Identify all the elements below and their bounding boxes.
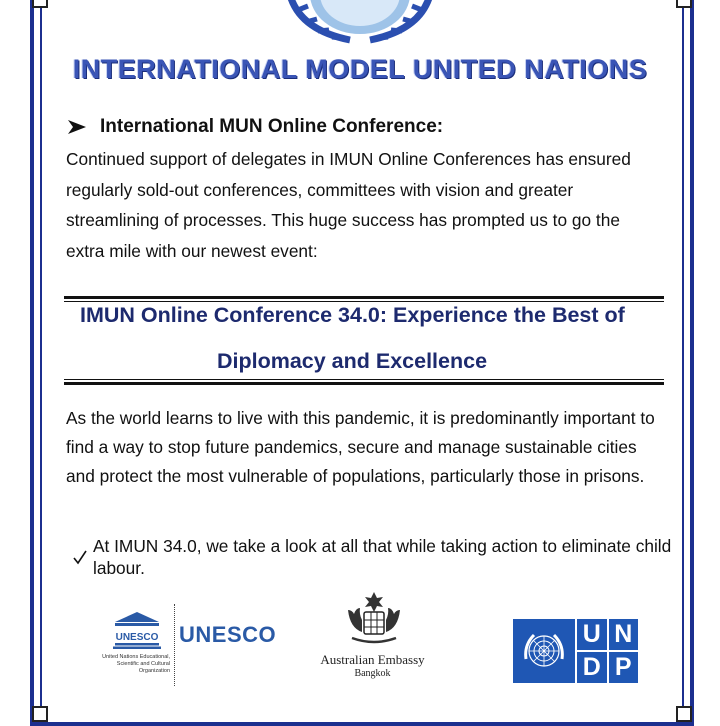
body-paragraph: As the world learns to live with this pandemic, it is predominantly important to find a way to stop future pandemics, secure and manage sustainable cities and protect the most vulnerable of populations, particularly those in prisons. — [66, 408, 655, 486]
section-title-text: International MUN Online Conference: — [100, 116, 444, 137]
checkmark-icon — [72, 535, 93, 579]
conference-headline-line1: IMUN Online Conference 34.0: Experience the Best of — [80, 303, 625, 327]
unesco-temple-text: UNESCO — [115, 632, 159, 643]
page-title: INTERNATIONAL MODEL UNITED NATIONS — [72, 54, 648, 84]
band-rule-bottom — [64, 382, 664, 385]
embassy-name: Australian Embassy — [320, 652, 425, 667]
frame-corner-top-right — [676, 0, 692, 8]
australian-crest-icon — [342, 590, 406, 646]
band-rule-top-thin — [64, 301, 664, 302]
checklist-item — [72, 535, 682, 579]
embassy-city: Bangkok — [354, 668, 391, 679]
band-rule-bottom-thin — [64, 379, 664, 380]
un-emblem-icon — [270, 0, 450, 46]
section-title — [66, 116, 443, 138]
undp-logo — [513, 619, 638, 683]
undp-letter-d: D — [577, 652, 607, 683]
unesco-logo — [86, 604, 286, 684]
unesco-divider — [174, 604, 175, 686]
un-globe-icon — [520, 627, 568, 675]
conference-headline-line2: Diplomacy and Excellence — [216, 349, 488, 373]
undp-globe-box — [513, 619, 575, 683]
band-rule-top — [64, 296, 664, 299]
checklist-item-text: At IMUN 34.0, we take a look at all that while taking action to eliminate child labour. — [93, 536, 672, 578]
undp-letter-u: U — [577, 619, 607, 650]
undp-letter-n: N — [609, 619, 639, 650]
undp-letter-p: P — [609, 652, 639, 683]
unesco-temple-icon — [112, 610, 162, 650]
unesco-name: UNESCO — [179, 622, 277, 647]
intro-paragraph: Continued support of delegates in IMUN Online Conferences has ensured regularly sold-out conferences, committees with vision and greater streamlining of processes. This huge success has prompted us to go the extra mile with our newest event: — [66, 149, 631, 261]
arrow-bullet-icon — [66, 119, 88, 135]
frame-corner-top-left — [32, 0, 48, 8]
unesco-subtitle: United Nations Educational, Scientific and Cultural Organization — [102, 654, 170, 674]
undp-letters — [577, 619, 638, 683]
